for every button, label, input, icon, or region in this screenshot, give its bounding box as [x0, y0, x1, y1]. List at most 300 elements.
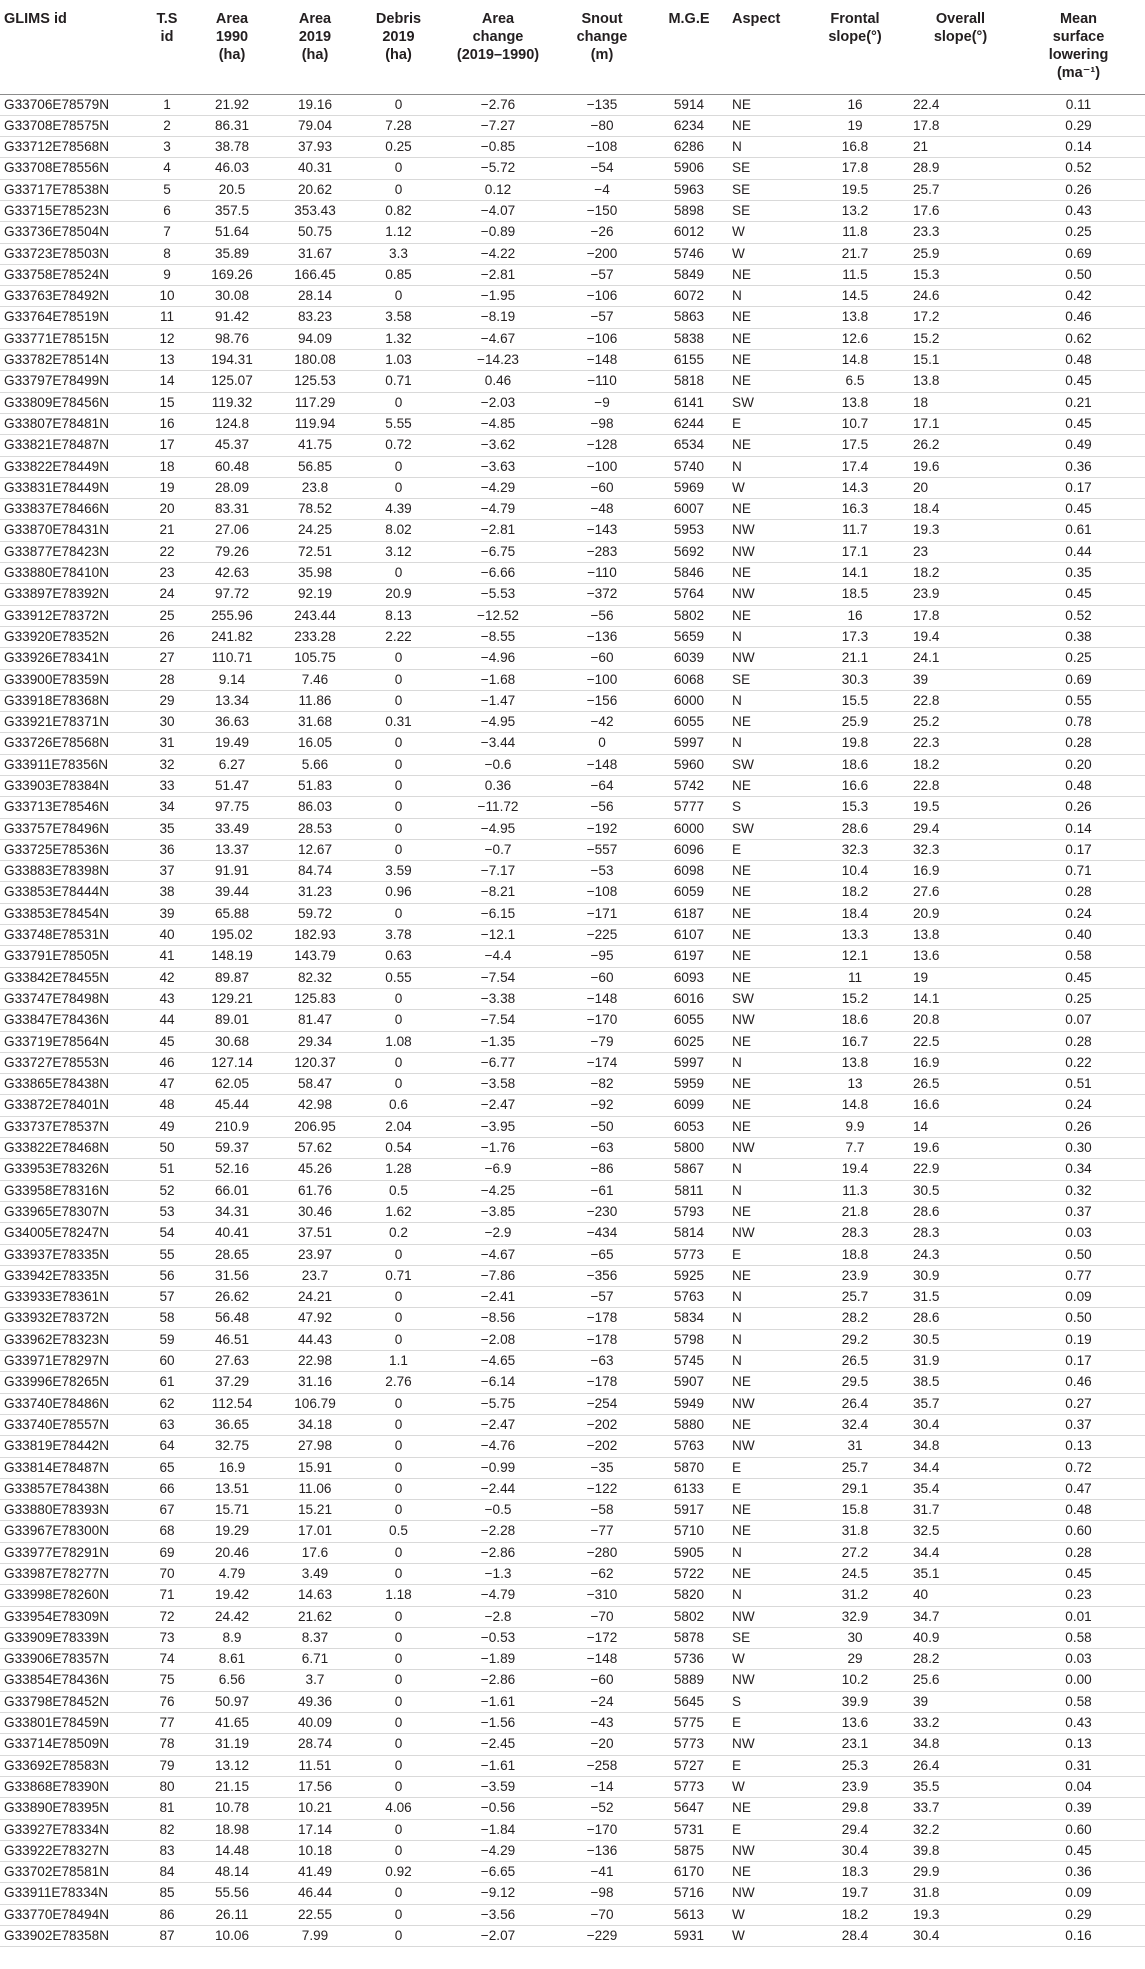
cell-ts-id: 24 [145, 584, 189, 605]
cell-overall-slope: 34.4 [909, 1542, 1012, 1563]
cell-glims-id: G33831E78449N [0, 477, 145, 498]
cell-area-2019: 5.66 [275, 754, 355, 775]
cell-area-change: −1.3 [442, 1563, 554, 1584]
table-row [0, 690, 1145, 711]
table-row [0, 1691, 1145, 1712]
header-area-1990: Area 1990 (ha) [189, 0, 275, 94]
cell-overall-slope: 13.8 [909, 925, 1012, 946]
cell-aspect: NE [728, 94, 801, 115]
table-row [0, 712, 1145, 733]
cell-mean-surface-lowering: 0.32 [1012, 1180, 1145, 1201]
cell-glims-id: G33736E78504N [0, 222, 145, 243]
cell-ts-id: 28 [145, 669, 189, 690]
cell-frontal-slope: 18.2 [801, 882, 909, 903]
cell-glims-id: G33842E78455N [0, 967, 145, 988]
cell-snout-change: −64 [554, 776, 650, 797]
cell-debris-2019: 0 [355, 1414, 442, 1435]
cell-ts-id: 53 [145, 1201, 189, 1222]
cell-area-1990: 91.91 [189, 861, 275, 882]
cell-debris-2019: 2.22 [355, 626, 442, 647]
cell-debris-2019: 0.85 [355, 264, 442, 285]
cell-snout-change: −110 [554, 371, 650, 392]
cell-debris-2019: 0 [355, 563, 442, 584]
cell-ts-id: 78 [145, 1734, 189, 1755]
cell-debris-2019: 0 [355, 690, 442, 711]
cell-snout-change: −26 [554, 222, 650, 243]
cell-snout-change: −63 [554, 1138, 650, 1159]
cell-aspect: E [728, 1819, 801, 1840]
cell-mge: 5949 [650, 1393, 728, 1414]
cell-aspect: N [728, 690, 801, 711]
cell-frontal-slope: 25.9 [801, 712, 909, 733]
cell-debris-2019: 0 [355, 1883, 442, 1904]
table-row [0, 1052, 1145, 1073]
cell-area-change: −4.67 [442, 1244, 554, 1265]
cell-area-2019: 19.16 [275, 94, 355, 115]
cell-ts-id: 71 [145, 1585, 189, 1606]
cell-area-change: −6.14 [442, 1372, 554, 1393]
cell-aspect: NE [728, 328, 801, 349]
cell-overall-slope: 25.9 [909, 243, 1012, 264]
cell-ts-id: 83 [145, 1840, 189, 1861]
cell-debris-2019: 0.6 [355, 1095, 442, 1116]
cell-frontal-slope: 14.8 [801, 350, 909, 371]
cell-glims-id: G33822E78468N [0, 1138, 145, 1159]
cell-frontal-slope: 18.8 [801, 1244, 909, 1265]
cell-area-2019: 37.93 [275, 137, 355, 158]
table-row [0, 1542, 1145, 1563]
cell-area-2019: 83.23 [275, 307, 355, 328]
cell-mean-surface-lowering: 0.14 [1012, 818, 1145, 839]
cell-area-2019: 143.79 [275, 946, 355, 967]
cell-mean-surface-lowering: 0.01 [1012, 1606, 1145, 1627]
cell-area-2019: 206.95 [275, 1116, 355, 1137]
cell-area-2019: 49.36 [275, 1691, 355, 1712]
cell-mge: 5745 [650, 1351, 728, 1372]
cell-area-change: −4.67 [442, 328, 554, 349]
cell-area-change: −12.52 [442, 605, 554, 626]
cell-mge: 6000 [650, 690, 728, 711]
cell-aspect: NE [728, 115, 801, 136]
cell-mge: 5838 [650, 328, 728, 349]
cell-mean-surface-lowering: 0.28 [1012, 1031, 1145, 1052]
cell-overall-slope: 24.3 [909, 1244, 1012, 1265]
cell-aspect: NE [728, 563, 801, 584]
cell-aspect: NW [728, 541, 801, 562]
cell-mean-surface-lowering: 0.34 [1012, 1159, 1145, 1180]
cell-glims-id: G33880E78393N [0, 1500, 145, 1521]
cell-mean-surface-lowering: 0.49 [1012, 435, 1145, 456]
cell-aspect: NE [728, 1521, 801, 1542]
cell-area-change: −2.45 [442, 1734, 554, 1755]
cell-snout-change: −135 [554, 94, 650, 115]
cell-snout-change: −95 [554, 946, 650, 967]
cell-mean-surface-lowering: 0.36 [1012, 1862, 1145, 1883]
cell-frontal-slope: 25.7 [801, 1287, 909, 1308]
cell-area-1990: 357.5 [189, 200, 275, 221]
cell-frontal-slope: 17.5 [801, 435, 909, 456]
cell-area-2019: 17.56 [275, 1776, 355, 1797]
cell-frontal-slope: 14.3 [801, 477, 909, 498]
cell-ts-id: 61 [145, 1372, 189, 1393]
table-row [0, 541, 1145, 562]
cell-debris-2019: 3.12 [355, 541, 442, 562]
cell-area-1990: 86.31 [189, 115, 275, 136]
cell-mge: 5731 [650, 1819, 728, 1840]
cell-area-2019: 17.01 [275, 1521, 355, 1542]
cell-area-change: −2.08 [442, 1329, 554, 1350]
cell-mean-surface-lowering: 0.09 [1012, 1287, 1145, 1308]
cell-aspect: SE [728, 179, 801, 200]
cell-glims-id: G33865E78438N [0, 1074, 145, 1095]
cell-glims-id: G33967E78300N [0, 1521, 145, 1542]
table-row [0, 1116, 1145, 1137]
cell-snout-change: −122 [554, 1478, 650, 1499]
cell-ts-id: 26 [145, 626, 189, 647]
cell-frontal-slope: 10.2 [801, 1670, 909, 1691]
cell-area-1990: 34.31 [189, 1201, 275, 1222]
cell-mge: 6096 [650, 839, 728, 860]
cell-area-1990: 39.44 [189, 882, 275, 903]
table-row [0, 946, 1145, 967]
cell-frontal-slope: 10.7 [801, 413, 909, 434]
cell-frontal-slope: 19.4 [801, 1159, 909, 1180]
cell-aspect: N [728, 1159, 801, 1180]
cell-mean-surface-lowering: 0.22 [1012, 1052, 1145, 1073]
cell-ts-id: 48 [145, 1095, 189, 1116]
cell-debris-2019: 0 [355, 754, 442, 775]
cell-aspect: SE [728, 669, 801, 690]
cell-overall-slope: 26.5 [909, 1074, 1012, 1095]
cell-area-change: −1.95 [442, 286, 554, 307]
cell-glims-id: G33748E78531N [0, 925, 145, 946]
cell-overall-slope: 16.9 [909, 861, 1012, 882]
cell-glims-id: G33877E78423N [0, 541, 145, 562]
cell-snout-change: −70 [554, 1904, 650, 1925]
cell-area-1990: 51.64 [189, 222, 275, 243]
table-row [0, 179, 1145, 200]
cell-area-1990: 79.26 [189, 541, 275, 562]
cell-frontal-slope: 32.3 [801, 839, 909, 860]
cell-frontal-slope: 15.2 [801, 988, 909, 1009]
cell-area-1990: 66.01 [189, 1180, 275, 1201]
cell-snout-change: −57 [554, 264, 650, 285]
cell-area-1990: 27.63 [189, 1351, 275, 1372]
cell-area-2019: 23.8 [275, 477, 355, 498]
cell-snout-change: −170 [554, 1010, 650, 1031]
cell-frontal-slope: 11.8 [801, 222, 909, 243]
cell-overall-slope: 19 [909, 967, 1012, 988]
cell-area-2019: 50.75 [275, 222, 355, 243]
table-row [0, 988, 1145, 1009]
cell-overall-slope: 31.5 [909, 1287, 1012, 1308]
cell-aspect: N [728, 456, 801, 477]
cell-aspect: NE [728, 1201, 801, 1222]
cell-debris-2019: 0 [355, 1755, 442, 1776]
cell-snout-change: −14 [554, 1776, 650, 1797]
cell-aspect: NE [728, 1563, 801, 1584]
cell-glims-id: G33911E78334N [0, 1883, 145, 1904]
cell-glims-id: G33933E78361N [0, 1287, 145, 1308]
cell-aspect: SE [728, 1627, 801, 1648]
cell-area-1990: 89.01 [189, 1010, 275, 1031]
cell-aspect: SW [728, 988, 801, 1009]
cell-overall-slope: 39 [909, 669, 1012, 690]
header-mge: M.G.E [650, 0, 728, 94]
cell-debris-2019: 5.55 [355, 413, 442, 434]
table-row [0, 839, 1145, 860]
cell-mean-surface-lowering: 0.27 [1012, 1393, 1145, 1414]
cell-glims-id: G33847E78436N [0, 1010, 145, 1031]
cell-mge: 5906 [650, 158, 728, 179]
cell-debris-2019: 0.71 [355, 1265, 442, 1286]
table-row [0, 1478, 1145, 1499]
cell-area-2019: 180.08 [275, 350, 355, 371]
cell-overall-slope: 30.4 [909, 1926, 1012, 1947]
cell-snout-change: −79 [554, 1031, 650, 1052]
cell-area-change: −2.07 [442, 1926, 554, 1947]
cell-mge: 5849 [650, 264, 728, 285]
cell-debris-2019: 0 [355, 1329, 442, 1350]
cell-snout-change: −171 [554, 903, 650, 924]
cell-area-1990: 169.26 [189, 264, 275, 285]
cell-mean-surface-lowering: 0.72 [1012, 1457, 1145, 1478]
table-row [0, 1010, 1145, 1031]
cell-ts-id: 27 [145, 648, 189, 669]
cell-glims-id: G33883E78398N [0, 861, 145, 882]
cell-mean-surface-lowering: 0.03 [1012, 1223, 1145, 1244]
cell-glims-id: G33737E78537N [0, 1116, 145, 1137]
cell-area-2019: 29.34 [275, 1031, 355, 1052]
cell-debris-2019: 2.04 [355, 1116, 442, 1137]
cell-glims-id: G33911E78356N [0, 754, 145, 775]
cell-area-2019: 105.75 [275, 648, 355, 669]
table-row [0, 1308, 1145, 1329]
cell-overall-slope: 39.8 [909, 1840, 1012, 1861]
cell-ts-id: 19 [145, 477, 189, 498]
cell-overall-slope: 17.1 [909, 413, 1012, 434]
cell-area-2019: 125.83 [275, 988, 355, 1009]
cell-area-change: −3.56 [442, 1904, 554, 1925]
cell-mge: 5659 [650, 626, 728, 647]
cell-overall-slope: 30.5 [909, 1180, 1012, 1201]
cell-aspect: NW [728, 1883, 801, 1904]
cell-debris-2019: 0.55 [355, 967, 442, 988]
cell-frontal-slope: 16 [801, 94, 909, 115]
cell-ts-id: 17 [145, 435, 189, 456]
cell-mean-surface-lowering: 0.69 [1012, 243, 1145, 264]
cell-mean-surface-lowering: 0.28 [1012, 733, 1145, 754]
cell-frontal-slope: 12.6 [801, 328, 909, 349]
cell-area-1990: 45.37 [189, 435, 275, 456]
cell-snout-change: −82 [554, 1074, 650, 1095]
table-row [0, 456, 1145, 477]
cell-frontal-slope: 15.8 [801, 1500, 909, 1521]
cell-frontal-slope: 14.8 [801, 1095, 909, 1116]
cell-area-change: −8.19 [442, 307, 554, 328]
table-row [0, 882, 1145, 903]
cell-debris-2019: 3.3 [355, 243, 442, 264]
cell-ts-id: 68 [145, 1521, 189, 1542]
cell-snout-change: −172 [554, 1627, 650, 1648]
cell-glims-id: G33853E78454N [0, 903, 145, 924]
cell-ts-id: 23 [145, 563, 189, 584]
table-row [0, 1883, 1145, 1904]
cell-area-change: −7.54 [442, 967, 554, 988]
table-row [0, 818, 1145, 839]
cell-mean-surface-lowering: 0.28 [1012, 882, 1145, 903]
cell-aspect: NW [728, 1010, 801, 1031]
cell-area-1990: 45.44 [189, 1095, 275, 1116]
cell-aspect: NW [728, 1670, 801, 1691]
cell-aspect: W [728, 1649, 801, 1670]
cell-glims-id: G33996E78265N [0, 1372, 145, 1393]
cell-area-1990: 32.75 [189, 1436, 275, 1457]
cell-mean-surface-lowering: 0.78 [1012, 712, 1145, 733]
cell-frontal-slope: 16.7 [801, 1031, 909, 1052]
cell-mean-surface-lowering: 0.36 [1012, 456, 1145, 477]
cell-area-1990: 194.31 [189, 350, 275, 371]
cell-mean-surface-lowering: 0.52 [1012, 605, 1145, 626]
cell-area-change: −4.65 [442, 1351, 554, 1372]
cell-area-2019: 28.14 [275, 286, 355, 307]
cell-area-1990: 31.56 [189, 1265, 275, 1286]
cell-mean-surface-lowering: 0.45 [1012, 1563, 1145, 1584]
cell-frontal-slope: 19 [801, 115, 909, 136]
cell-ts-id: 22 [145, 541, 189, 562]
cell-glims-id: G33740E78486N [0, 1393, 145, 1414]
cell-aspect: N [728, 1329, 801, 1350]
cell-aspect: NE [728, 1265, 801, 1286]
cell-overall-slope: 19.6 [909, 1138, 1012, 1159]
cell-area-1990: 14.48 [189, 1840, 275, 1861]
cell-area-change: −3.62 [442, 435, 554, 456]
cell-area-change: −2.47 [442, 1095, 554, 1116]
cell-glims-id: G33692E78583N [0, 1755, 145, 1776]
cell-ts-id: 44 [145, 1010, 189, 1031]
cell-aspect: W [728, 222, 801, 243]
cell-glims-id: G33927E78334N [0, 1819, 145, 1840]
cell-area-1990: 62.05 [189, 1074, 275, 1095]
cell-mean-surface-lowering: 0.07 [1012, 1010, 1145, 1031]
cell-overall-slope: 28.6 [909, 1308, 1012, 1329]
cell-area-2019: 10.21 [275, 1798, 355, 1819]
cell-area-2019: 42.98 [275, 1095, 355, 1116]
cell-ts-id: 4 [145, 158, 189, 179]
cell-debris-2019: 8.02 [355, 520, 442, 541]
cell-overall-slope: 15.1 [909, 350, 1012, 371]
cell-aspect: W [728, 1926, 801, 1947]
cell-mean-surface-lowering: 0.45 [1012, 967, 1145, 988]
cell-area-1990: 19.49 [189, 733, 275, 754]
cell-area-change: −7.86 [442, 1265, 554, 1286]
cell-area-change: −6.15 [442, 903, 554, 924]
cell-snout-change: −254 [554, 1393, 650, 1414]
cell-mge: 5645 [650, 1691, 728, 1712]
cell-debris-2019: 0 [355, 797, 442, 818]
cell-snout-change: −35 [554, 1457, 650, 1478]
cell-area-change: −1.61 [442, 1755, 554, 1776]
cell-snout-change: −54 [554, 158, 650, 179]
cell-area-2019: 72.51 [275, 541, 355, 562]
cell-mge: 6059 [650, 882, 728, 903]
cell-mean-surface-lowering: 0.48 [1012, 350, 1145, 371]
cell-area-2019: 28.53 [275, 818, 355, 839]
cell-aspect: N [728, 286, 801, 307]
cell-glims-id: G33897E78392N [0, 584, 145, 605]
cell-glims-id: G33909E78339N [0, 1627, 145, 1648]
table-row [0, 94, 1145, 115]
cell-overall-slope: 13.6 [909, 946, 1012, 967]
cell-area-1990: 65.88 [189, 903, 275, 924]
cell-frontal-slope: 30.3 [801, 669, 909, 690]
cell-snout-change: −50 [554, 1116, 650, 1137]
cell-area-2019: 30.46 [275, 1201, 355, 1222]
header-frontal-slope: Frontal slope(°) [801, 0, 909, 94]
cell-aspect: S [728, 1691, 801, 1712]
cell-overall-slope: 28.9 [909, 158, 1012, 179]
cell-snout-change: −143 [554, 520, 650, 541]
cell-overall-slope: 38.5 [909, 1372, 1012, 1393]
cell-overall-slope: 15.2 [909, 328, 1012, 349]
cell-mean-surface-lowering: 0.48 [1012, 1500, 1145, 1521]
cell-mge: 5746 [650, 243, 728, 264]
table-row [0, 797, 1145, 818]
cell-frontal-slope: 6.5 [801, 371, 909, 392]
cell-mge: 5925 [650, 1265, 728, 1286]
cell-area-2019: 59.72 [275, 903, 355, 924]
cell-glims-id: G33714E78509N [0, 1734, 145, 1755]
cell-mean-surface-lowering: 0.26 [1012, 179, 1145, 200]
cell-debris-2019: 0.71 [355, 371, 442, 392]
cell-overall-slope: 28.2 [909, 1649, 1012, 1670]
cell-mge: 6093 [650, 967, 728, 988]
cell-frontal-slope: 16.8 [801, 137, 909, 158]
cell-overall-slope: 18 [909, 392, 1012, 413]
table-row [0, 1585, 1145, 1606]
cell-area-change: −14.23 [442, 350, 554, 371]
cell-ts-id: 37 [145, 861, 189, 882]
cell-overall-slope: 19.3 [909, 1904, 1012, 1925]
cell-area-1990: 83.31 [189, 499, 275, 520]
cell-area-2019: 84.74 [275, 861, 355, 882]
cell-debris-2019: 4.06 [355, 1798, 442, 1819]
cell-overall-slope: 17.2 [909, 307, 1012, 328]
cell-area-change: −8.56 [442, 1308, 554, 1329]
cell-area-2019: 125.53 [275, 371, 355, 392]
cell-area-change: −1.35 [442, 1031, 554, 1052]
cell-debris-2019: 0 [355, 1840, 442, 1861]
cell-area-1990: 48.14 [189, 1862, 275, 1883]
cell-snout-change: −150 [554, 200, 650, 221]
cell-frontal-slope: 29.8 [801, 1798, 909, 1819]
header-row [0, 0, 1145, 94]
cell-aspect: E [728, 839, 801, 860]
cell-ts-id: 9 [145, 264, 189, 285]
cell-snout-change: −9 [554, 392, 650, 413]
table-row [0, 137, 1145, 158]
cell-debris-2019: 0 [355, 1244, 442, 1265]
cell-snout-change: −57 [554, 1287, 650, 1308]
cell-ts-id: 32 [145, 754, 189, 775]
cell-area-1990: 124.8 [189, 413, 275, 434]
cell-frontal-slope: 25.3 [801, 1755, 909, 1776]
cell-area-2019: 17.14 [275, 1819, 355, 1840]
cell-snout-change: −174 [554, 1052, 650, 1073]
cell-ts-id: 75 [145, 1670, 189, 1691]
cell-debris-2019: 0 [355, 988, 442, 1009]
cell-mge: 5793 [650, 1201, 728, 1222]
